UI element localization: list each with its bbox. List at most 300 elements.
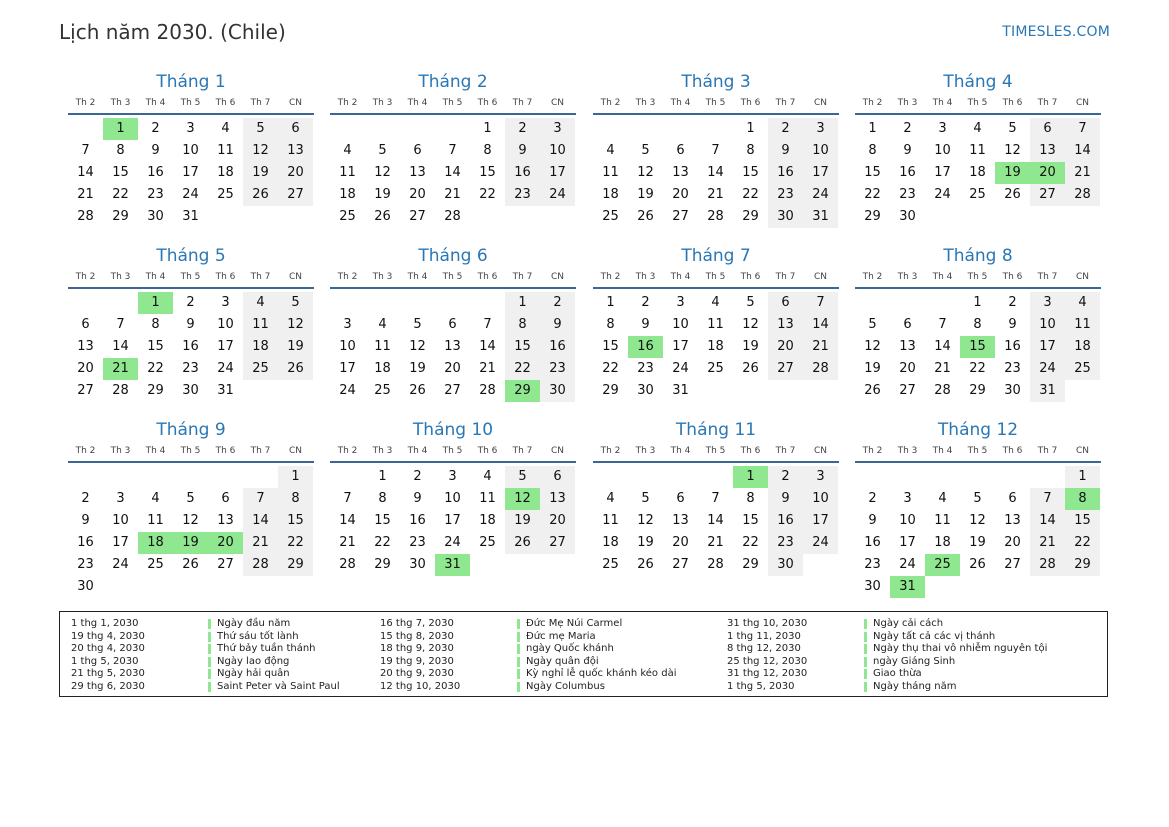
day-cell: 10 [803, 140, 838, 162]
day-cell: 21 [707, 535, 724, 550]
holiday-day-cell: 1 [138, 292, 173, 314]
empty-day-cell [540, 554, 575, 576]
day-cell: 1 [483, 121, 492, 136]
empty-day-cell [803, 554, 838, 576]
day-cell: 24 [803, 184, 838, 206]
holiday-date: 31 thg 12, 2030 [727, 668, 808, 679]
week-row [330, 118, 576, 140]
month-divider [593, 287, 839, 289]
day-cell: 24 [182, 187, 199, 202]
day-cell: 7 [448, 143, 457, 158]
day-cell: 16 [540, 336, 575, 358]
day-cell: 20 [444, 361, 461, 376]
holiday-date: 20 thg 4, 2030 [71, 643, 145, 654]
day-cell: 10 [112, 513, 129, 528]
day-cell: 8 [151, 317, 160, 332]
day-cell: 16 [899, 165, 916, 180]
day-cell: 22 [479, 187, 496, 202]
day-cell: 10 [899, 513, 916, 528]
weekday-label: CN [813, 272, 828, 282]
day-cell: 6 [221, 491, 230, 506]
day-cell: 11 [707, 317, 724, 332]
day-cell: 20 [77, 361, 94, 376]
week-row [855, 380, 1101, 402]
month-block [330, 72, 576, 228]
day-cell: 6 [676, 143, 685, 158]
empty-day-cell [925, 466, 960, 488]
week-row [593, 488, 839, 510]
weekday-label: CN [550, 98, 565, 108]
holiday-date: 25 thg 12, 2030 [727, 655, 808, 667]
holiday-day-cell: 20 [1030, 162, 1065, 184]
day-cell: 27 [899, 383, 916, 398]
day-cell: 17 [540, 162, 575, 184]
day-cell: 21 [339, 535, 356, 550]
month-title: Tháng 11 [675, 420, 757, 440]
day-cell: 27 [1004, 557, 1021, 572]
empty-day-cell [173, 466, 208, 488]
day-cell: 14 [444, 165, 461, 180]
weekday-label: Th 2 [337, 272, 358, 282]
day-cell: 4 [151, 491, 160, 506]
day-cell: 16 [182, 339, 199, 354]
week-row [330, 140, 576, 162]
week-row [330, 162, 576, 184]
day-cell: 28 [243, 554, 278, 576]
weekday-label: Th 4 [145, 446, 166, 456]
day-cell: 17 [672, 339, 689, 354]
day-cell: 2 [903, 121, 912, 136]
day-cell: 26 [409, 383, 426, 398]
day-cell: 13 [217, 513, 234, 528]
empty-day-cell [1030, 466, 1065, 488]
month-block [593, 72, 839, 228]
weekday-label: Th 2 [862, 446, 883, 456]
week-row [68, 184, 314, 206]
day-cell: 6 [278, 118, 313, 140]
day-cell: 6 [81, 317, 90, 332]
day-cell: 15 [374, 513, 391, 528]
week-row [68, 336, 314, 358]
day-cell: 22 [147, 361, 164, 376]
day-cell: 13 [1004, 513, 1021, 528]
day-cell: 26 [505, 532, 540, 554]
day-cell: 12 [278, 314, 313, 336]
week-row [855, 488, 1101, 510]
day-cell: 20 [1004, 535, 1021, 550]
weekday-label: CN [288, 446, 303, 456]
holiday-name: Ngày tất cả các vị thánh [864, 631, 995, 644]
empty-day-cell [330, 118, 365, 140]
day-cell: 9 [81, 513, 90, 528]
day-cell: 15 [1065, 510, 1100, 532]
holiday-legend [59, 611, 1108, 697]
week-row [593, 510, 839, 532]
weekday-header [855, 269, 1101, 285]
holiday-date: 29 thg 6, 2030 [71, 680, 145, 692]
weekday-label: Th 5 [705, 446, 726, 456]
day-cell: 8 [483, 143, 492, 158]
empty-day-cell [173, 576, 208, 598]
empty-day-cell [995, 206, 1030, 228]
weekday-label: Th 4 [932, 272, 953, 282]
weekday-label: Th 6 [740, 272, 761, 282]
day-cell: 25 [1065, 358, 1100, 380]
day-grid [68, 118, 314, 228]
holiday-name: Đức Mẹ Núi Carmel [517, 618, 622, 631]
holiday-day-cell: 1 [103, 118, 138, 140]
month-block [593, 420, 839, 576]
day-cell: 9 [641, 317, 650, 332]
weekday-label: Th 7 [775, 98, 796, 108]
empty-day-cell [243, 206, 278, 228]
holiday-day-cell: 21 [103, 358, 138, 380]
day-cell: 31 [182, 209, 199, 224]
day-cell: 17 [803, 162, 838, 184]
day-cell: 18 [479, 513, 496, 528]
empty-day-cell [278, 576, 313, 598]
day-cell: 15 [278, 510, 313, 532]
weekday-label: Th 3 [372, 98, 393, 108]
week-row [593, 292, 839, 314]
day-cell: 1 [973, 295, 982, 310]
day-cell: 16 [864, 535, 881, 550]
holiday-date: 1 thg 5, 2030 [727, 680, 795, 692]
day-cell: 1 [1065, 466, 1100, 488]
day-cell: 14 [479, 339, 496, 354]
weekday-label: Th 6 [215, 272, 236, 282]
day-cell: 16 [147, 165, 164, 180]
day-cell: 5 [186, 491, 195, 506]
weekday-label: Th 2 [600, 98, 621, 108]
day-cell: 2 [413, 469, 422, 484]
day-cell: 3 [540, 118, 575, 140]
day-cell: 18 [969, 165, 986, 180]
holiday-date: 1 thg 11, 2030 [727, 630, 801, 642]
day-cell: 9 [868, 513, 877, 528]
week-row [330, 380, 576, 402]
day-cell: 16 [768, 162, 803, 184]
empty-day-cell [593, 118, 628, 140]
weekday-label: CN [288, 272, 303, 282]
day-cell: 22 [1065, 532, 1100, 554]
day-cell: 13 [540, 488, 575, 510]
day-cell: 21 [934, 361, 951, 376]
day-cell: 18 [1065, 336, 1100, 358]
weekday-label: Th 6 [740, 98, 761, 108]
holiday-day-cell: 25 [925, 554, 960, 576]
day-cell: 22 [278, 532, 313, 554]
week-row [68, 140, 314, 162]
empty-day-cell [628, 118, 663, 140]
day-cell: 6 [540, 466, 575, 488]
day-cell: 7 [803, 292, 838, 314]
day-cell: 14 [803, 314, 838, 336]
month-title: Tháng 3 [681, 72, 751, 92]
holiday-name: Giao thừa [864, 668, 922, 681]
day-cell: 8 [973, 317, 982, 332]
day-cell: 7 [1065, 118, 1100, 140]
month-title: Tháng 9 [156, 420, 226, 440]
empty-day-cell [365, 292, 400, 314]
day-cell: 26 [1004, 187, 1021, 202]
day-cell: 25 [339, 209, 356, 224]
week-row [855, 510, 1101, 532]
month-title: Tháng 4 [943, 72, 1013, 92]
day-cell: 29 [112, 209, 129, 224]
day-cell: 25 [707, 361, 724, 376]
weekday-label: Th 6 [1002, 446, 1023, 456]
empty-day-cell [960, 206, 995, 228]
day-cell: 20 [540, 510, 575, 532]
weekday-label: CN [1075, 272, 1090, 282]
day-cell: 19 [505, 510, 540, 532]
day-cell: 15 [602, 339, 619, 354]
weekday-label: Th 4 [145, 98, 166, 108]
holiday-day-cell: 1 [733, 466, 768, 488]
weekday-label: Th 7 [1037, 272, 1058, 282]
empty-day-cell [768, 380, 803, 402]
day-cell: 10 [217, 317, 234, 332]
day-cell: 26 [243, 184, 278, 206]
empty-day-cell [365, 118, 400, 140]
day-cell: 8 [746, 143, 755, 158]
day-cell: 28 [707, 209, 724, 224]
day-cell: 27 [768, 358, 803, 380]
holiday-day-cell: 19 [173, 532, 208, 554]
day-cell: 15 [742, 165, 759, 180]
day-cell: 30 [899, 209, 916, 224]
day-cell: 28 [444, 209, 461, 224]
empty-day-cell [435, 292, 470, 314]
day-cell: 7 [483, 317, 492, 332]
weekday-label: Th 2 [862, 272, 883, 282]
week-row [68, 162, 314, 184]
empty-day-cell [470, 206, 505, 228]
empty-day-cell [960, 576, 995, 598]
day-cell: 12 [969, 513, 986, 528]
week-row [855, 336, 1101, 358]
day-cell: 5 [505, 466, 540, 488]
weekday-header [593, 95, 839, 111]
day-cell: 21 [479, 361, 496, 376]
day-cell: 30 [409, 557, 426, 572]
month-block [68, 72, 314, 228]
day-cell: 24 [540, 184, 575, 206]
week-row [593, 140, 839, 162]
empty-day-cell [278, 206, 313, 228]
day-cell: 7 [711, 491, 720, 506]
week-row [68, 358, 314, 380]
weekday-label: Th 5 [180, 272, 201, 282]
day-cell: 26 [969, 557, 986, 572]
holiday-name: Ngày thụ thai vô nhiễm nguyên tội [864, 643, 1047, 656]
day-cell: 5 [378, 143, 387, 158]
holiday-day-cell: 12 [505, 488, 540, 510]
week-row [855, 554, 1101, 576]
weekday-label: Th 7 [1037, 446, 1058, 456]
day-cell: 24 [672, 361, 689, 376]
day-cell: 27 [1030, 184, 1065, 206]
day-cell: 7 [938, 317, 947, 332]
day-cell: 4 [711, 295, 720, 310]
weekday-label: Th 4 [407, 98, 428, 108]
holiday-name: Ngày đầu năm [208, 618, 290, 631]
weekday-label: CN [550, 272, 565, 282]
month-title: Tháng 7 [681, 246, 751, 266]
day-cell: 25 [374, 383, 391, 398]
day-cell: 19 [278, 336, 313, 358]
week-row [855, 206, 1101, 228]
empty-day-cell [470, 292, 505, 314]
day-cell: 24 [217, 361, 234, 376]
weekday-header [330, 269, 576, 285]
week-row [330, 358, 576, 380]
day-cell: 12 [182, 513, 199, 528]
day-cell: 31 [217, 383, 234, 398]
day-cell: 23 [864, 557, 881, 572]
day-cell: 31 [1030, 380, 1065, 402]
day-cell: 30 [768, 554, 803, 576]
day-cell: 15 [505, 336, 540, 358]
weekday-header [68, 269, 314, 285]
day-cell: 30 [1004, 383, 1021, 398]
day-cell: 4 [1065, 292, 1100, 314]
weekday-label: Th 4 [670, 272, 691, 282]
day-cell: 28 [1065, 184, 1100, 206]
day-cell: 28 [339, 557, 356, 572]
day-cell: 10 [672, 317, 689, 332]
day-cell: 4 [606, 491, 615, 506]
day-cell: 12 [374, 165, 391, 180]
weekday-label: CN [550, 446, 565, 456]
empty-day-cell [698, 380, 733, 402]
weekday-label: Th 3 [110, 446, 131, 456]
day-cell: 21 [1065, 162, 1100, 184]
week-row [68, 314, 314, 336]
day-cell: 25 [969, 187, 986, 202]
empty-day-cell [138, 466, 173, 488]
empty-day-cell [103, 466, 138, 488]
day-cell: 19 [637, 535, 654, 550]
day-cell: 6 [448, 317, 457, 332]
empty-day-cell [628, 466, 663, 488]
day-cell: 1 [868, 121, 877, 136]
day-cell: 17 [934, 165, 951, 180]
week-row [330, 466, 576, 488]
week-row [330, 510, 576, 532]
weekday-label: Th 6 [477, 98, 498, 108]
day-cell: 5 [1008, 121, 1017, 136]
holiday-day-cell: 18 [138, 532, 173, 554]
day-cell: 13 [409, 165, 426, 180]
day-cell: 21 [1030, 532, 1065, 554]
weekday-label: Th 4 [407, 272, 428, 282]
week-row [330, 292, 576, 314]
weekday-label: Th 5 [442, 272, 463, 282]
day-cell: 13 [672, 513, 689, 528]
day-cell: 6 [676, 491, 685, 506]
month-title: Tháng 5 [156, 246, 226, 266]
day-cell: 30 [768, 206, 803, 228]
day-cell: 3 [221, 295, 230, 310]
weekday-label: Th 4 [407, 446, 428, 456]
day-cell: 14 [339, 513, 356, 528]
day-cell: 12 [243, 140, 278, 162]
day-cell: 15 [742, 513, 759, 528]
weekday-label: Th 5 [705, 98, 726, 108]
week-row [593, 380, 839, 402]
day-cell: 10 [444, 491, 461, 506]
day-grid [330, 466, 576, 576]
day-cell: 19 [409, 361, 426, 376]
day-cell: 2 [151, 121, 160, 136]
holiday-day-cell: 31 [435, 554, 470, 576]
week-row [593, 206, 839, 228]
weekday-label: Th 5 [442, 446, 463, 456]
week-row [593, 466, 839, 488]
month-block [855, 420, 1101, 598]
day-cell: 30 [77, 579, 94, 594]
day-cell: 30 [182, 383, 199, 398]
week-row [330, 206, 576, 228]
holiday-name: Ngày tháng năm [864, 681, 957, 694]
brand-link[interactable]: TIMESLES.COM [1002, 24, 1110, 40]
day-cell: 2 [81, 491, 90, 506]
week-row [855, 118, 1101, 140]
weekday-label: Th 5 [705, 272, 726, 282]
empty-day-cell [243, 380, 278, 402]
month-divider [330, 461, 576, 463]
empty-day-cell [1030, 206, 1065, 228]
empty-day-cell [663, 466, 698, 488]
day-cell: 25 [147, 557, 164, 572]
day-cell: 19 [742, 339, 759, 354]
day-cell: 27 [444, 383, 461, 398]
day-grid [593, 292, 839, 402]
day-cell: 12 [864, 339, 881, 354]
weekday-label: CN [288, 98, 303, 108]
empty-day-cell [855, 292, 890, 314]
weekday-label: Th 7 [250, 98, 271, 108]
day-cell: 31 [803, 206, 838, 228]
weekday-label: Th 7 [250, 446, 271, 456]
day-cell: 5 [868, 317, 877, 332]
day-cell: 21 [707, 187, 724, 202]
day-cell: 28 [112, 383, 129, 398]
day-cell: 17 [444, 513, 461, 528]
empty-day-cell [663, 118, 698, 140]
day-cell: 5 [973, 491, 982, 506]
day-cell: 8 [116, 143, 125, 158]
day-cell: 7 [81, 143, 90, 158]
weekday-label: Th 7 [775, 446, 796, 456]
day-cell: 7 [243, 488, 278, 510]
day-cell: 7 [1030, 488, 1065, 510]
month-block [593, 246, 839, 402]
day-cell: 24 [339, 383, 356, 398]
day-cell: 3 [186, 121, 195, 136]
day-cell: 11 [602, 513, 619, 528]
day-cell: 26 [637, 557, 654, 572]
day-cell: 30 [540, 380, 575, 402]
week-row [593, 118, 839, 140]
empty-day-cell [278, 380, 313, 402]
day-cell: 4 [243, 292, 278, 314]
holiday-day-cell: 20 [208, 532, 243, 554]
weekday-header [330, 95, 576, 111]
day-cell: 22 [742, 187, 759, 202]
